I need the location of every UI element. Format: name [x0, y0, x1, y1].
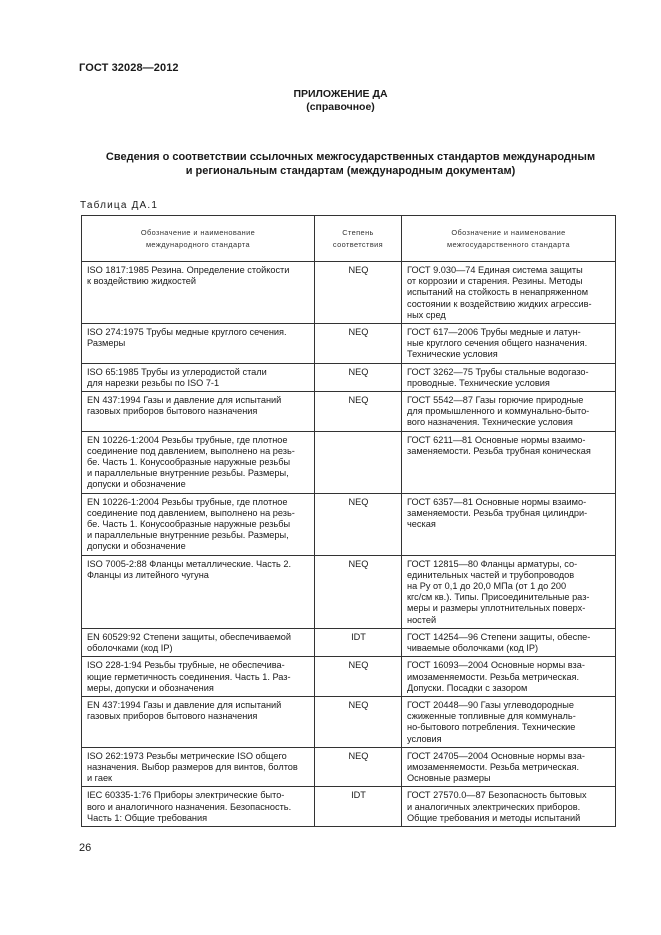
table-row: [82, 493, 616, 555]
cell-line: для нарезки резьбы по ISO 7-1: [87, 377, 220, 388]
cell-degree: IDT: [315, 787, 402, 827]
cell-degree: NEQ: [315, 696, 402, 747]
cell-gost-standard: [402, 555, 616, 628]
cell-line: состоянии к воздействию жидких агрессив-: [407, 298, 592, 309]
cell-line: назначения. Выбор размеров для винтов, болтов: [87, 761, 298, 772]
cell-line: оболочками (код IP): [87, 643, 173, 654]
cell-gost-standard: [402, 493, 616, 555]
cell-line: ностей: [407, 614, 437, 625]
table-row: [82, 696, 616, 747]
cell-line: ISO 7005-2:88 Фланцы металлические. Часть 2.: [87, 558, 292, 569]
cell-line: к воздействию жидкостей: [87, 276, 197, 287]
cell-line: меры, допуски и обозначения: [87, 682, 214, 693]
cell-line: допуски и обозначение: [87, 479, 186, 490]
cell-line: EN 10226-1:2004 Резьбы трубные, где плотное: [87, 496, 288, 507]
cell-line: допуски и обозначение: [87, 541, 186, 552]
cell-line: газовых приборов бытового назначения: [87, 406, 258, 417]
cell-line: вого и аналогичного назначения. Безопасность.: [87, 801, 292, 812]
cell-line: чиваемые оболочками (код IP): [407, 643, 539, 654]
cell-line: ГОСТ 6357—81 Основные нормы взаимо-: [407, 496, 587, 507]
table-row: [82, 747, 616, 787]
cell-degree: NEQ: [315, 747, 402, 787]
cell-gost-standard: [402, 696, 616, 747]
cell-line: испытаний на стойкость в ненапряженном: [407, 287, 589, 298]
cell-gost-standard: [402, 324, 616, 364]
cell-line: ГОСТ 6211—81 Основные нормы взаимо-: [407, 434, 586, 445]
cell-line: Размеры: [87, 338, 126, 349]
cell-line: ГОСТ 14254—96 Степени защиты, обеспе-: [407, 631, 591, 642]
table-row: [82, 363, 616, 391]
table-row: [82, 324, 616, 364]
cell-intl-standard: [82, 747, 315, 787]
cell-line: ГОСТ 24705—2004 Основные нормы вза-: [407, 750, 585, 761]
cell-degree: NEQ: [315, 363, 402, 391]
cell-gost-standard: [402, 657, 616, 697]
cell-degree: IDT: [315, 628, 402, 656]
appendix-subtitle: (справочное): [306, 101, 375, 113]
cell-gost-standard: [402, 431, 616, 493]
cell-line: соединение под давлением, выполнено на резь-: [87, 507, 295, 518]
correspondence-table: [81, 215, 616, 827]
table-row: [82, 262, 616, 324]
cell-line: заменяемости. Резьба трубная коническая: [407, 445, 591, 456]
cell-intl-standard: [82, 431, 315, 493]
cell-line: для промышленного и коммунально-быто-: [407, 406, 590, 417]
page-number: 26: [79, 842, 92, 854]
cell-line: ГОСТ 16093—2004 Основные нормы вза-: [407, 660, 585, 671]
cell-intl-standard: [82, 262, 315, 324]
cell-gost-standard: [402, 787, 616, 827]
cell-line: Допуски. Посадки с зазором: [407, 682, 528, 693]
cell-line: EN 10226-1:2004 Резьбы трубные, где плотное: [87, 434, 288, 445]
cell-intl-standard: [82, 555, 315, 628]
cell-intl-standard: [82, 787, 315, 827]
table-row: [82, 787, 616, 827]
cell-line: ISO 274:1975 Трубы медные круглого сечения.: [87, 327, 287, 338]
cell-line: ющие герметичность соединения. Часть 1. Раз-: [87, 671, 291, 682]
cell-line: условия: [407, 733, 442, 744]
document-header: ГОСТ 32028—2012: [79, 62, 179, 74]
cell-line: Основные размеры: [407, 773, 491, 784]
cell-line: вого назначения. Технические условия: [407, 417, 573, 428]
cell-line: бе. Часть 1. Конусообразные наружные резьбы: [87, 519, 291, 530]
cell-line: проводные. Технические условия: [407, 377, 550, 388]
cell-line: ных сред: [407, 309, 446, 320]
cell-gost-standard: [402, 628, 616, 656]
cell-line: и параллельные внутренние резьбы. Размеры,: [87, 530, 289, 541]
cell-line: ГОСТ 20448—90 Газы углеводородные: [407, 699, 574, 710]
cell-line: но-бытового потребления. Технические: [407, 722, 576, 733]
cell-line: Общие требования и методы испытаний: [407, 812, 581, 823]
cell-gost-standard: [402, 392, 616, 432]
cell-line: имозаменяемости. Резьба метрическая.: [407, 761, 580, 772]
cell-gost-standard: [402, 262, 616, 324]
section-title-line: Сведения о соответствии ссылочных межгосударственных стандартов международным: [105, 151, 596, 163]
cell-line: имозаменяемости. Резьба метрическая.: [407, 671, 580, 682]
cell-line: газовых приборов бытового назначения: [87, 711, 258, 722]
cell-line: ISO 1817:1985 Резина. Определение стойкости: [87, 265, 290, 275]
table-row: [82, 628, 616, 656]
cell-line: сжиженные топливные для коммуналь-: [407, 711, 576, 722]
cell-line: и аналогичных электрических приборов.: [407, 801, 581, 812]
section-title-line: и региональным стандартам (международным документам): [185, 165, 516, 177]
cell-degree: NEQ: [315, 324, 402, 364]
cell-line: Технические условия: [407, 349, 498, 360]
cell-degree: NEQ: [315, 657, 402, 697]
header-intl-standard: Обозначение и наименование международного стандарта: [82, 216, 315, 262]
cell-line: EN 437:1994 Газы и давление для испытаний: [87, 395, 282, 406]
cell-line: меры и размеры уплотнительных поверх-: [407, 603, 586, 614]
table-row: [82, 657, 616, 697]
cell-line: ГОСТ 12815—80 Фланцы арматуры, со-: [407, 558, 578, 569]
cell-line: единительных частей и трубопроводов: [407, 569, 575, 580]
cell-degree: NEQ: [315, 493, 402, 555]
cell-line: ГОСТ 27570.0—87 Безопасность бытовых: [407, 790, 587, 801]
cell-line: Фланцы из литейного чугуна: [87, 569, 209, 580]
cell-line: ные круглого сечения общего назначения.: [407, 338, 588, 349]
cell-intl-standard: [82, 493, 315, 555]
cell-degree: NEQ: [315, 555, 402, 628]
cell-gost-standard: [402, 363, 616, 391]
cell-gost-standard: [402, 747, 616, 787]
cell-intl-standard: [82, 324, 315, 364]
cell-line: Часть 1: Общие требования: [87, 812, 208, 823]
cell-line: кгс/см кв.). Типы. Присоединительные раз-: [407, 592, 590, 603]
cell-line: ГОСТ 617—2006 Трубы медные и латун-: [407, 327, 581, 338]
cell-line: ГОСТ 3262—75 Трубы стальные водогазо-: [407, 366, 589, 377]
cell-intl-standard: [82, 363, 315, 391]
cell-line: ГОСТ 9.030—74 Единая система защиты: [407, 265, 583, 275]
cell-line: ISO 65:1985 Трубы из углеродистой стали: [87, 366, 267, 377]
cell-line: ГОСТ 5542—87 Газы горючие природные: [407, 395, 584, 406]
table-row: [82, 392, 616, 432]
cell-line: заменяемости. Резьба трубная цилиндри-: [407, 507, 588, 518]
cell-line: от коррозии и старения. Резины. Методы: [407, 276, 583, 287]
appendix-title: ПРИЛОЖЕНИЕ ДА: [293, 88, 388, 100]
cell-intl-standard: [82, 657, 315, 697]
header-degree: Степень соответствия: [315, 216, 402, 262]
cell-line: соединение под давлением, выполнено на резь-: [87, 445, 295, 456]
header-gost-standard: Обозначение и наименование межгосударственного стандарта: [402, 216, 616, 262]
cell-line: на Ру от 0,1 до 20,0 МПа (от 1 до 200: [407, 581, 567, 592]
table-body: [82, 262, 616, 827]
cell-line: и параллельные внутренние резьбы. Размеры,: [87, 468, 289, 479]
table-row: [82, 555, 616, 628]
cell-line: ISO 228-1:94 Резьбы трубные, не обеспечива-: [87, 660, 285, 671]
cell-line: EN 437:1994 Газы и давление для испытаний: [87, 699, 282, 710]
cell-degree: NEQ: [315, 392, 402, 432]
table-header-row: [82, 216, 616, 262]
cell-intl-standard: [82, 628, 315, 656]
cell-line: и гаек: [87, 773, 113, 784]
cell-line: ческая: [407, 519, 436, 530]
cell-intl-standard: [82, 696, 315, 747]
cell-line: IEC 60335-1:76 Приборы электрические быто-: [87, 790, 285, 801]
cell-line: EN 60529:92 Степени защиты, обеспечиваемой: [87, 631, 292, 642]
appendix-heading: [0, 88, 661, 114]
table-caption: Таблица ДА.1: [80, 200, 159, 211]
section-title: [60, 150, 641, 178]
cell-degree: [315, 431, 402, 493]
cell-line: ISO 262:1973 Резьбы метрические ISO общего: [87, 750, 287, 761]
table-row: [82, 431, 616, 493]
cell-intl-standard: [82, 392, 315, 432]
cell-degree: NEQ: [315, 262, 402, 324]
cell-line: бе. Часть 1. Конусообразные наружные резьбы: [87, 457, 291, 468]
